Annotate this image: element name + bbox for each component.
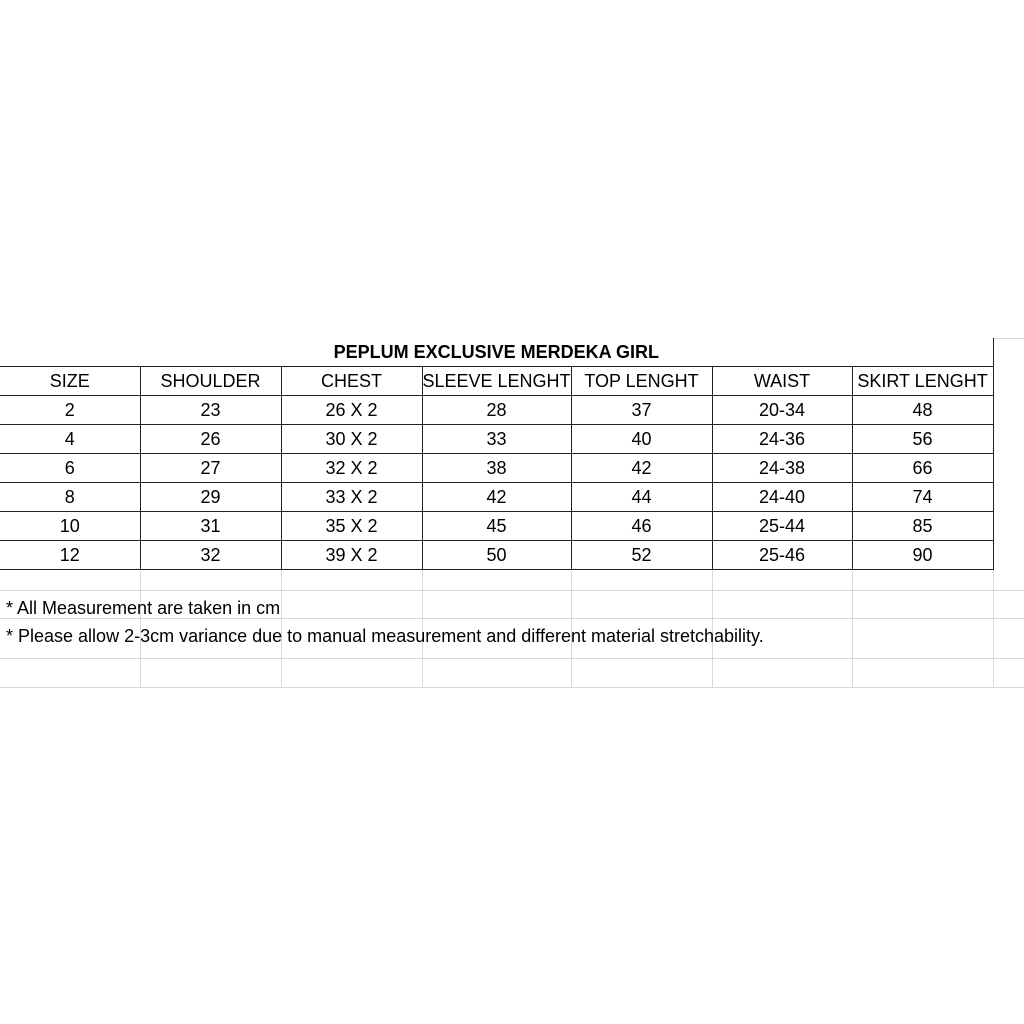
table-cell: 52: [571, 541, 712, 570]
table-cell: 90: [852, 541, 993, 570]
column-header: CHEST: [281, 367, 422, 396]
table-row: [0, 425, 993, 454]
table-cell: 42: [571, 454, 712, 483]
table-cell: 26 X 2: [281, 396, 422, 425]
table-cell: 4: [0, 425, 140, 454]
note-measurement-unit: * All Measurement are taken in cm: [6, 598, 281, 618]
column-header: WAIST: [712, 367, 852, 396]
table-cell: 26: [140, 425, 281, 454]
table-cell: 33 X 2: [281, 483, 422, 512]
size-chart-table: [0, 338, 994, 570]
table-cell: 74: [852, 483, 993, 512]
column-header: SLEEVE LENGHT: [422, 367, 571, 396]
table-cell: 28: [422, 396, 571, 425]
table-cell: 33: [422, 425, 571, 454]
table-cell: 12: [0, 541, 140, 570]
table-row: [0, 512, 993, 541]
table-row: [0, 483, 993, 512]
table-cell: 66: [852, 454, 993, 483]
header-row: [0, 367, 993, 396]
notes: [6, 594, 764, 650]
table-cell: 45: [422, 512, 571, 541]
table-cell: 32: [140, 541, 281, 570]
table-cell: 30 X 2: [281, 425, 422, 454]
note-variance: * Please allow 2-3cm variance due to manual measurement and different material stretchability.: [6, 626, 764, 646]
table-cell: 24-36: [712, 425, 852, 454]
column-header: SKIRT LENGHT: [852, 367, 993, 396]
table-title: PEPLUM EXCLUSIVE MERDEKA GIRL: [0, 338, 993, 367]
table-cell: 27: [140, 454, 281, 483]
table-cell: 85: [852, 512, 993, 541]
table-row: [0, 541, 993, 570]
table-body: [0, 396, 993, 570]
table-cell: 40: [571, 425, 712, 454]
table-cell: 24-38: [712, 454, 852, 483]
table-cell: 2: [0, 396, 140, 425]
table-row: [0, 454, 993, 483]
table-cell: 50: [422, 541, 571, 570]
table-cell: 35 X 2: [281, 512, 422, 541]
table-cell: 37: [571, 396, 712, 425]
table-cell: 10: [0, 512, 140, 541]
table-cell: 39 X 2: [281, 541, 422, 570]
column-header: TOP LENGHT: [571, 367, 712, 396]
column-header: SIZE: [0, 367, 140, 396]
table-cell: 32 X 2: [281, 454, 422, 483]
table-cell: 48: [852, 396, 993, 425]
table-cell: 29: [140, 483, 281, 512]
table-cell: 24-40: [712, 483, 852, 512]
table-cell: 31: [140, 512, 281, 541]
table-cell: 46: [571, 512, 712, 541]
column-header: SHOULDER: [140, 367, 281, 396]
table-cell: 8: [0, 483, 140, 512]
table-cell: 42: [422, 483, 571, 512]
title-row: [0, 338, 993, 367]
table-cell: 38: [422, 454, 571, 483]
table-cell: 6: [0, 454, 140, 483]
table-cell: 23: [140, 396, 281, 425]
table-cell: 20-34: [712, 396, 852, 425]
table-cell: 56: [852, 425, 993, 454]
table-cell: 44: [571, 483, 712, 512]
table-cell: 25-46: [712, 541, 852, 570]
table-cell: 25-44: [712, 512, 852, 541]
spreadsheet-area: [0, 338, 1024, 688]
table-row: [0, 396, 993, 425]
